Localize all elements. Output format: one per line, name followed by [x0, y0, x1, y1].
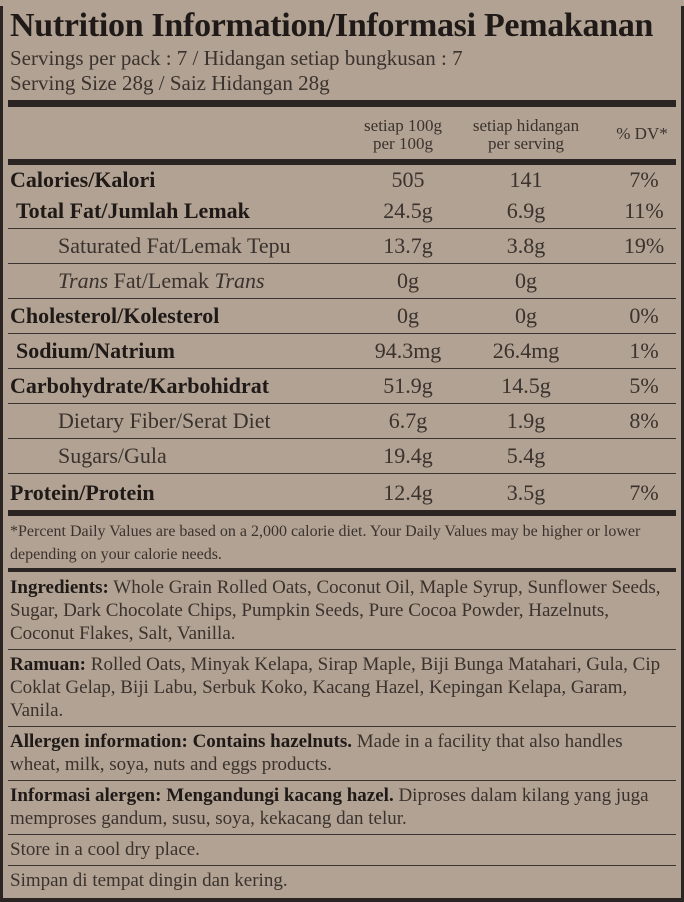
ingredients-label: Ingredients:	[10, 577, 109, 598]
nutrient-label: Calories/Kalori	[10, 167, 156, 192]
fat-word: Fat/Lemak	[108, 268, 215, 293]
value-per-serving: 14.5g	[501, 373, 551, 398]
daily-value-footnote: *Percent Daily Values are based on a 2,000 calorie diet. Your Daily Values may be higher or lower depending on your calorie needs.	[10, 523, 641, 563]
column-dv: % DV*	[616, 124, 668, 143]
nutrient-row-trans-fat	[8, 264, 676, 299]
value-dv: 5%	[629, 373, 659, 398]
left-border	[0, 6, 3, 902]
value-dv: 19%	[623, 233, 665, 258]
value-dv: 8%	[629, 408, 659, 433]
alergen-label: Informasi alergen: Mengandungi kacang hazel.	[10, 785, 394, 806]
value-dv: 11%	[624, 198, 664, 223]
nutrient-label: Carbohydrate/Karbohidrat	[10, 373, 270, 398]
nutrient-label: Protein/Protein	[10, 480, 155, 505]
column-headers	[8, 107, 676, 159]
value-per-100g: 505	[391, 167, 425, 192]
trans-word: Trans	[58, 268, 109, 293]
value-per-100g: 0g	[397, 303, 419, 328]
trans-word-ms: Trans	[214, 268, 265, 293]
value-per-serving: 6.9g	[506, 198, 546, 223]
allergen-label: Allergen information: Contains hazelnuts.	[10, 731, 352, 752]
ingredients-text: Whole Grain Rolled Oats, Coconut Oil, Maple Syrup, Sunflower Seeds, Sugar, Dark Chocolate Chips, Pumpkin Seeds, Pure Cocoa Powder, Hazelnuts, Coconut Flakes, Salt, Vanilla.	[10, 577, 661, 644]
column-per-100g-ms: setiap 100g	[364, 116, 442, 135]
column-per-serving-en: per serving	[487, 134, 564, 153]
value-per-100g: 0g	[397, 268, 419, 293]
value-per-serving: 0g	[515, 303, 537, 328]
divider	[8, 865, 676, 866]
serving-size: Serving Size 28g / Saiz Hidangan 28g	[10, 71, 330, 95]
nutrient-row-dietary-fiber	[8, 404, 676, 439]
bottom-border	[0, 898, 684, 902]
value-per-serving: 3.8g	[506, 233, 546, 258]
value-per-100g: 12.4g	[383, 480, 433, 505]
nutrient-row-saturated-fat	[8, 229, 676, 264]
value-per-serving: 3.5g	[506, 480, 546, 505]
value-per-100g: 51.9g	[383, 373, 433, 398]
nutrient-row-protein	[8, 474, 676, 510]
value-per-100g: 24.5g	[383, 198, 433, 223]
value-per-serving: 5.4g	[506, 443, 546, 468]
value-dv: 0%	[629, 303, 659, 328]
value-per-100g: 94.3mg	[374, 338, 442, 363]
thick-rule	[8, 100, 676, 107]
value-per-100g: 19.4g	[383, 443, 433, 468]
nutrient-row-sodium	[8, 334, 676, 369]
alergen-text: Diproses dalam kilang yang juga memproses gandum, susu, soya, kekacang dan telur.	[10, 785, 649, 829]
allergen-text: Made in a facility that also handles wheat, milk, soya, nuts and eggs products.	[10, 731, 623, 775]
nutrient-label: Saturated Fat/Lemak Tepu	[58, 233, 291, 258]
ingredients-ms	[8, 653, 676, 722]
ingredients-en	[8, 572, 676, 645]
column-per-100g-en: per 100g	[373, 134, 433, 153]
label-title: Nutrition Information/Informasi Pemakanan	[10, 7, 654, 44]
nutrient-row-carbohydrate	[8, 369, 676, 404]
allergen-en	[8, 730, 676, 776]
nutrient-row-cholesterol	[8, 299, 676, 334]
divider	[8, 834, 676, 835]
value-per-serving: 0g	[515, 268, 537, 293]
storage-ms: Simpan di tempat dingin dan kering.	[10, 870, 288, 891]
storage-en: Store in a cool dry place.	[10, 839, 200, 860]
value-dv: 7%	[629, 167, 659, 192]
value-per-100g: 13.7g	[383, 233, 433, 258]
servings-per-pack: Servings per pack : 7 / Hidangan setiap bungkusan : 7	[10, 46, 463, 70]
divider	[8, 649, 676, 650]
divider	[8, 726, 676, 727]
divider	[8, 780, 676, 781]
column-per-100g	[348, 117, 458, 153]
nutrient-label: Sugars/Gula	[58, 443, 167, 468]
ramuan-label: Ramuan:	[10, 654, 87, 675]
nutrition-label	[0, 6, 684, 902]
nutrient-label	[58, 268, 265, 294]
nutrient-label: Cholesterol/Kolesterol	[10, 303, 220, 328]
value-dv: 7%	[629, 480, 659, 505]
nutrient-label: Dietary Fiber/Serat Diet	[58, 408, 271, 433]
nutrient-label: Sodium/Natrium	[16, 338, 175, 363]
column-per-serving	[456, 117, 596, 153]
value-dv: 1%	[629, 338, 659, 363]
nutrient-row-total-fat	[8, 197, 676, 229]
ramuan-text: Rolled Oats, Minyak Kelapa, Sirap Maple, Biji Bunga Matahari, Gula, Cip Coklat Gelap, Biji Labu, Serbuk Koko, Kacang Hazel, Kepingan Kelapa, Garam, Vanila.	[10, 654, 661, 721]
value-per-serving: 26.4mg	[492, 338, 560, 363]
value-per-serving: 141	[509, 167, 543, 192]
nutrient-label: Total Fat/Jumlah Lemak	[16, 198, 250, 223]
nutrient-row-calories	[8, 165, 676, 197]
allergen-ms	[8, 784, 676, 830]
value-per-100g: 6.7g	[388, 408, 428, 433]
value-per-serving: 1.9g	[506, 408, 546, 433]
column-per-serving-ms: setiap hidangan	[472, 116, 580, 135]
nutrient-row-sugars	[8, 439, 676, 474]
